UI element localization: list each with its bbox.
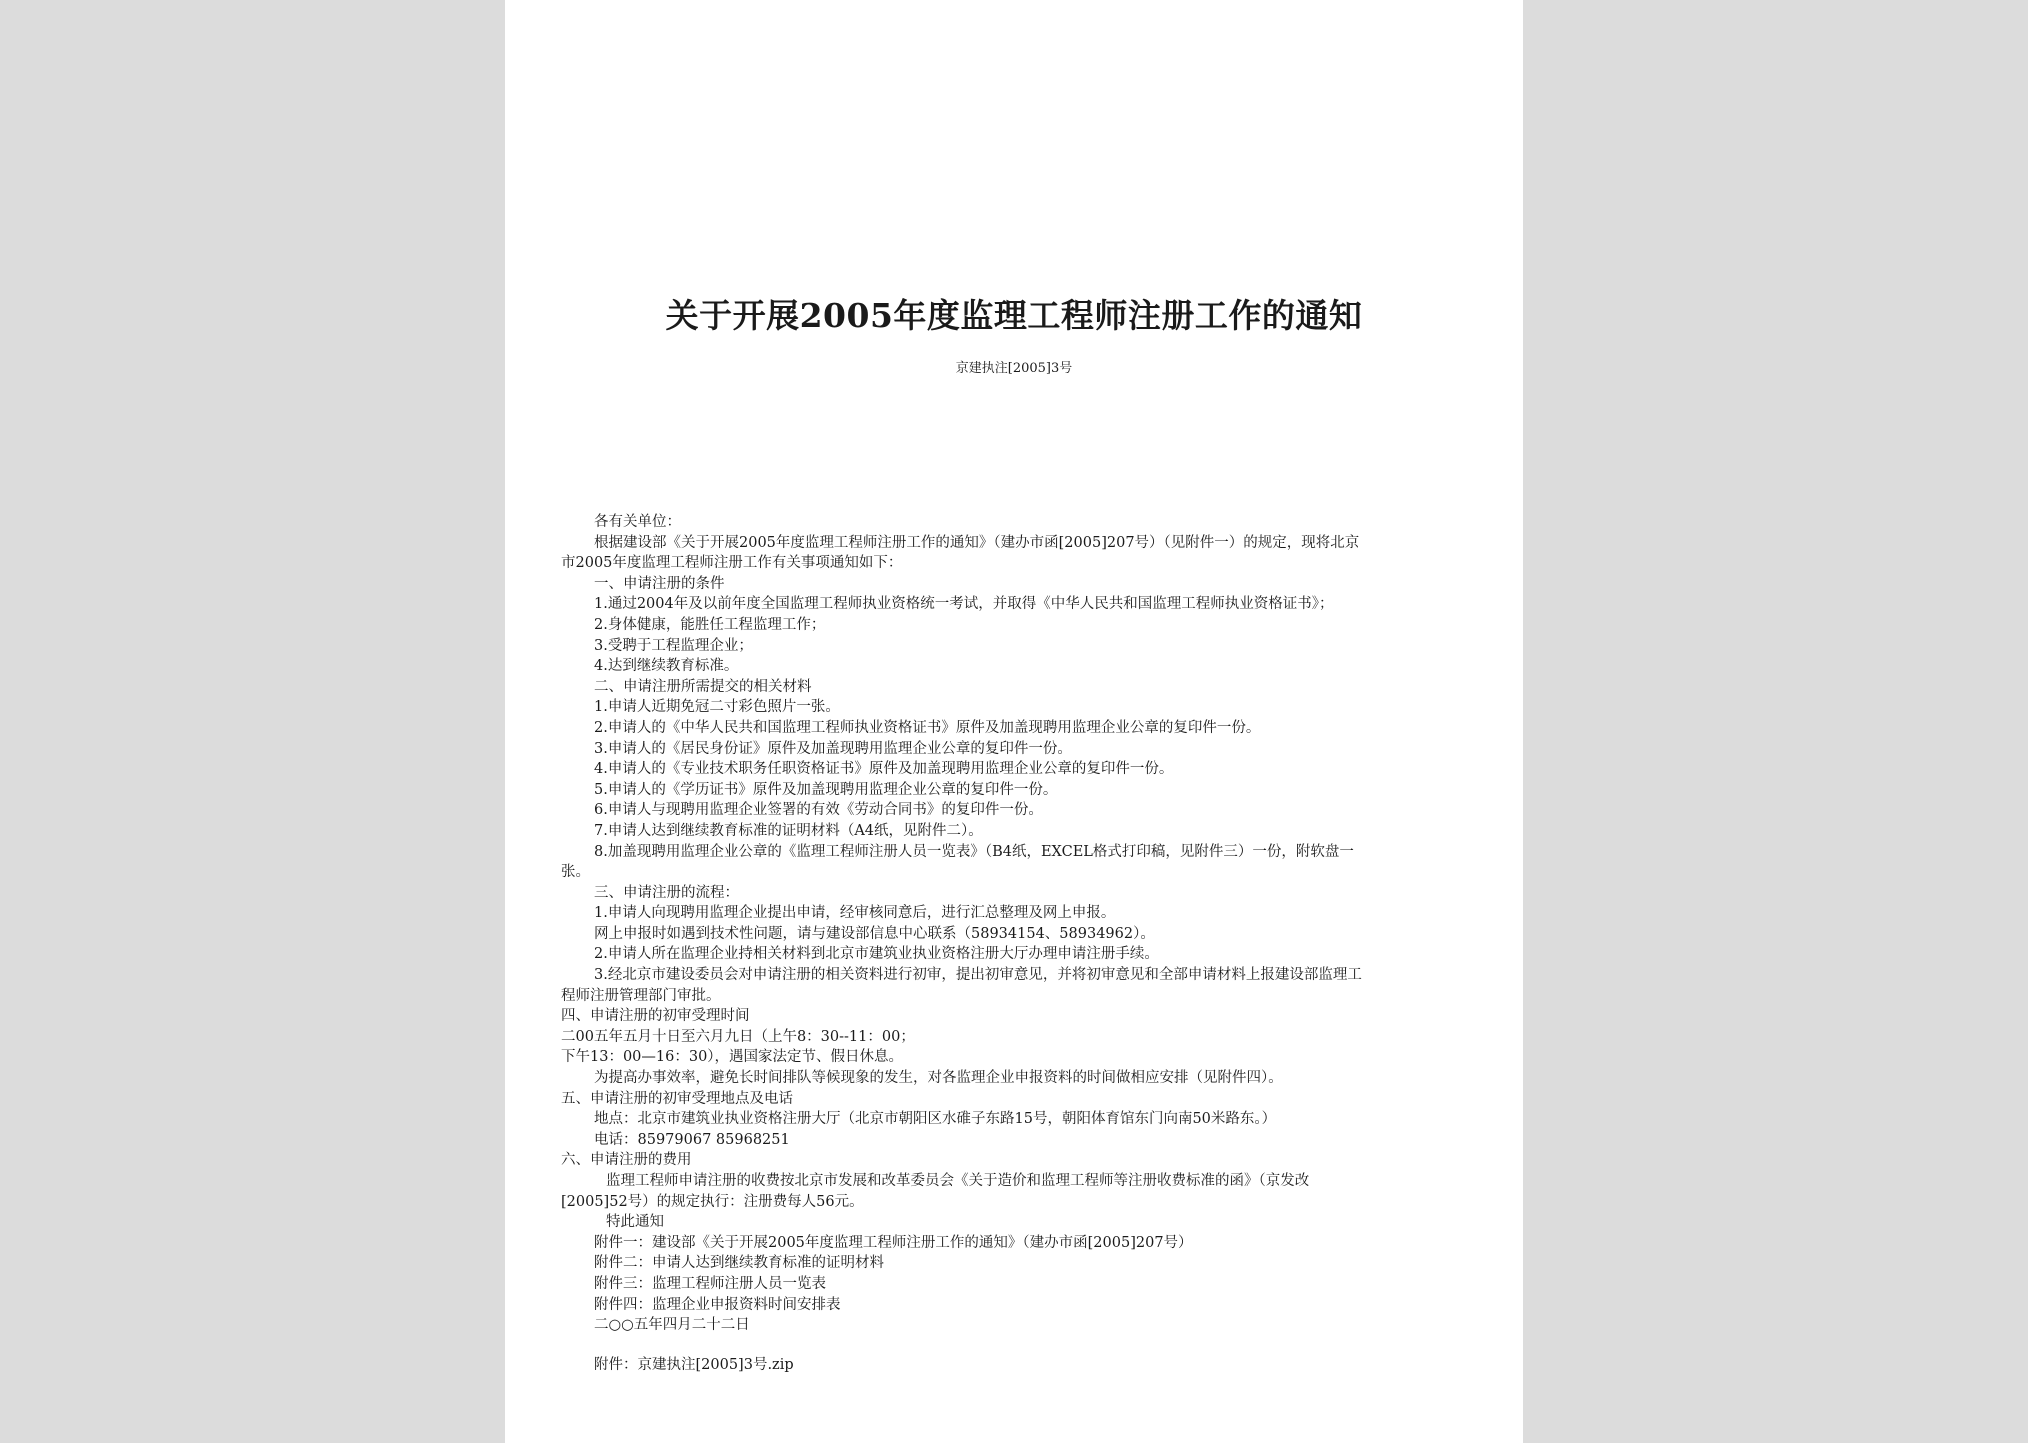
body-line: 根据建设部《关于开展2005年度监理工程师注册工作的通知》（建办市函[2005]207号）（见附件一）的规定，现将北京 [594, 534, 1360, 551]
body-line: 附件四：监理企业申报资料时间安排表 [594, 1296, 841, 1313]
body-line: 四、申请注册的初审受理时间 [561, 1008, 750, 1025]
body-line: 电话：85979067 85968251 [594, 1131, 790, 1148]
body-line: 3.受聘于工程监理企业； [594, 637, 753, 654]
body-line: 附件三：监理工程师注册人员一览表 [594, 1275, 826, 1292]
body-line: 4.达到继续教育标准。 [594, 658, 739, 675]
body-line: [2005]52号）的规定执行：注册费每人56元。 [561, 1193, 864, 1210]
body-line: 3.申请人的《居民身份证》原件及加盖现聘用监理企业公章的复印件一份。 [594, 740, 1072, 757]
body-line: 地点：北京市建筑业执业资格注册大厅（北京市朝阳区水碓子东路15号，朝阳体育馆东门向南50米路东。） [594, 1111, 1277, 1128]
body-line: 5.申请人的《学历证书》原件及加盖现聘用监理企业公章的复印件一份。 [594, 781, 1058, 798]
body-line: 特此通知 [606, 1214, 664, 1231]
body-line: 二○○五年四月二十二日 [594, 1317, 750, 1334]
body-line: 2.申请人的《中华人民共和国监理工程师执业资格证书》原件及加盖现聘用监理企业公章的复印件一份。 [594, 719, 1261, 736]
document-number: 京建执注[2005]3号 [955, 361, 1073, 376]
body-line: 程师注册管理部门审批。 [561, 987, 721, 1004]
body-line: 张。 [561, 864, 590, 881]
body-line: 3.经北京市建设委员会对申请注册的相关资料进行初审，提出初审意见，并将初审意见和全部申请材料上报建设部监理工 [594, 967, 1362, 984]
body-line: 1.申请人向现聘用监理企业提出申请，经审核同意后，进行汇总整理及网上申报。 [594, 905, 1116, 922]
body-line: 网上申报时如遇到技术性问题，请与建设部信息中心联系（58934154、58934962）。 [594, 925, 1155, 942]
body-line: 为提高办事效率，避免长时间排队等候现象的发生，对各监理企业申报资料的时间做相应安排（见附件四）。 [594, 1070, 1283, 1087]
body-line: 二00五年五月十日至六月九日（上午8：30--11：00； [561, 1028, 915, 1045]
body-line: 2.申请人所在监理企业持相关材料到北京市建筑业执业资格注册大厅办理申请注册手续。 [594, 946, 1159, 963]
body-line: 各有关单位： [594, 514, 681, 530]
body-line: 4.申请人的《专业技术职务任职资格证书》原件及加盖现聘用监理企业公章的复印件一份。 [594, 761, 1174, 778]
body-line: 附件二：申请人达到继续教育标准的证明材料 [594, 1255, 884, 1272]
body-line: 8.加盖现聘用监理企业公章的《监理工程师注册人员一览表》（B4纸，EXCEL格式打印稿，见附件三）一份，附软盘一 [594, 843, 1354, 860]
attachment-link[interactable]: 附件：京建执注[2005]3号.zip [594, 1357, 794, 1373]
body-line: 一、申请注册的条件 [594, 575, 725, 592]
document-body [561, 512, 1473, 1336]
body-line: 1.申请人近期免冠二寸彩色照片一张。 [594, 699, 840, 716]
body-line: 下午13：00—16：30），遇国家法定节、假日休息。 [561, 1049, 904, 1066]
body-line: 二、申请注册所需提交的相关材料 [594, 678, 812, 695]
body-line: 五、申请注册的初审受理地点及电话 [561, 1090, 793, 1107]
body-line: 三、申请注册的流程： [594, 884, 739, 901]
body-line: 监理工程师申请注册的收费按北京市发展和改革委员会《关于造价和监理工程师等注册收费标准的函》（京发改 [606, 1173, 1310, 1189]
document-page [505, 0, 1523, 1443]
body-line: 附件一：建设部《关于开展2005年度监理工程师注册工作的通知》（建办市函[2005]207号） [594, 1234, 1193, 1251]
document-title: 关于开展2005年度监理工程师注册工作的通知 [665, 296, 1363, 335]
body-line: 市2005年度监理工程师注册工作有关事项通知如下： [561, 555, 903, 572]
body-line: 6.申请人与现聘用监理企业签署的有效《劳动合同书》的复印件一份。 [594, 802, 1043, 819]
body-line: 1.通过2004年及以前年度全国监理工程师执业资格统一考试，并取得《中华人民共和国监理工程师执业资格证书》； [594, 596, 1334, 613]
body-line: 2.身体健康，能胜任工程监理工作； [594, 616, 826, 633]
body-line: 六、申请注册的费用 [561, 1152, 692, 1169]
body-line: 7.申请人达到继续教育标准的证明材料（A4纸，见附件二）。 [594, 822, 983, 839]
